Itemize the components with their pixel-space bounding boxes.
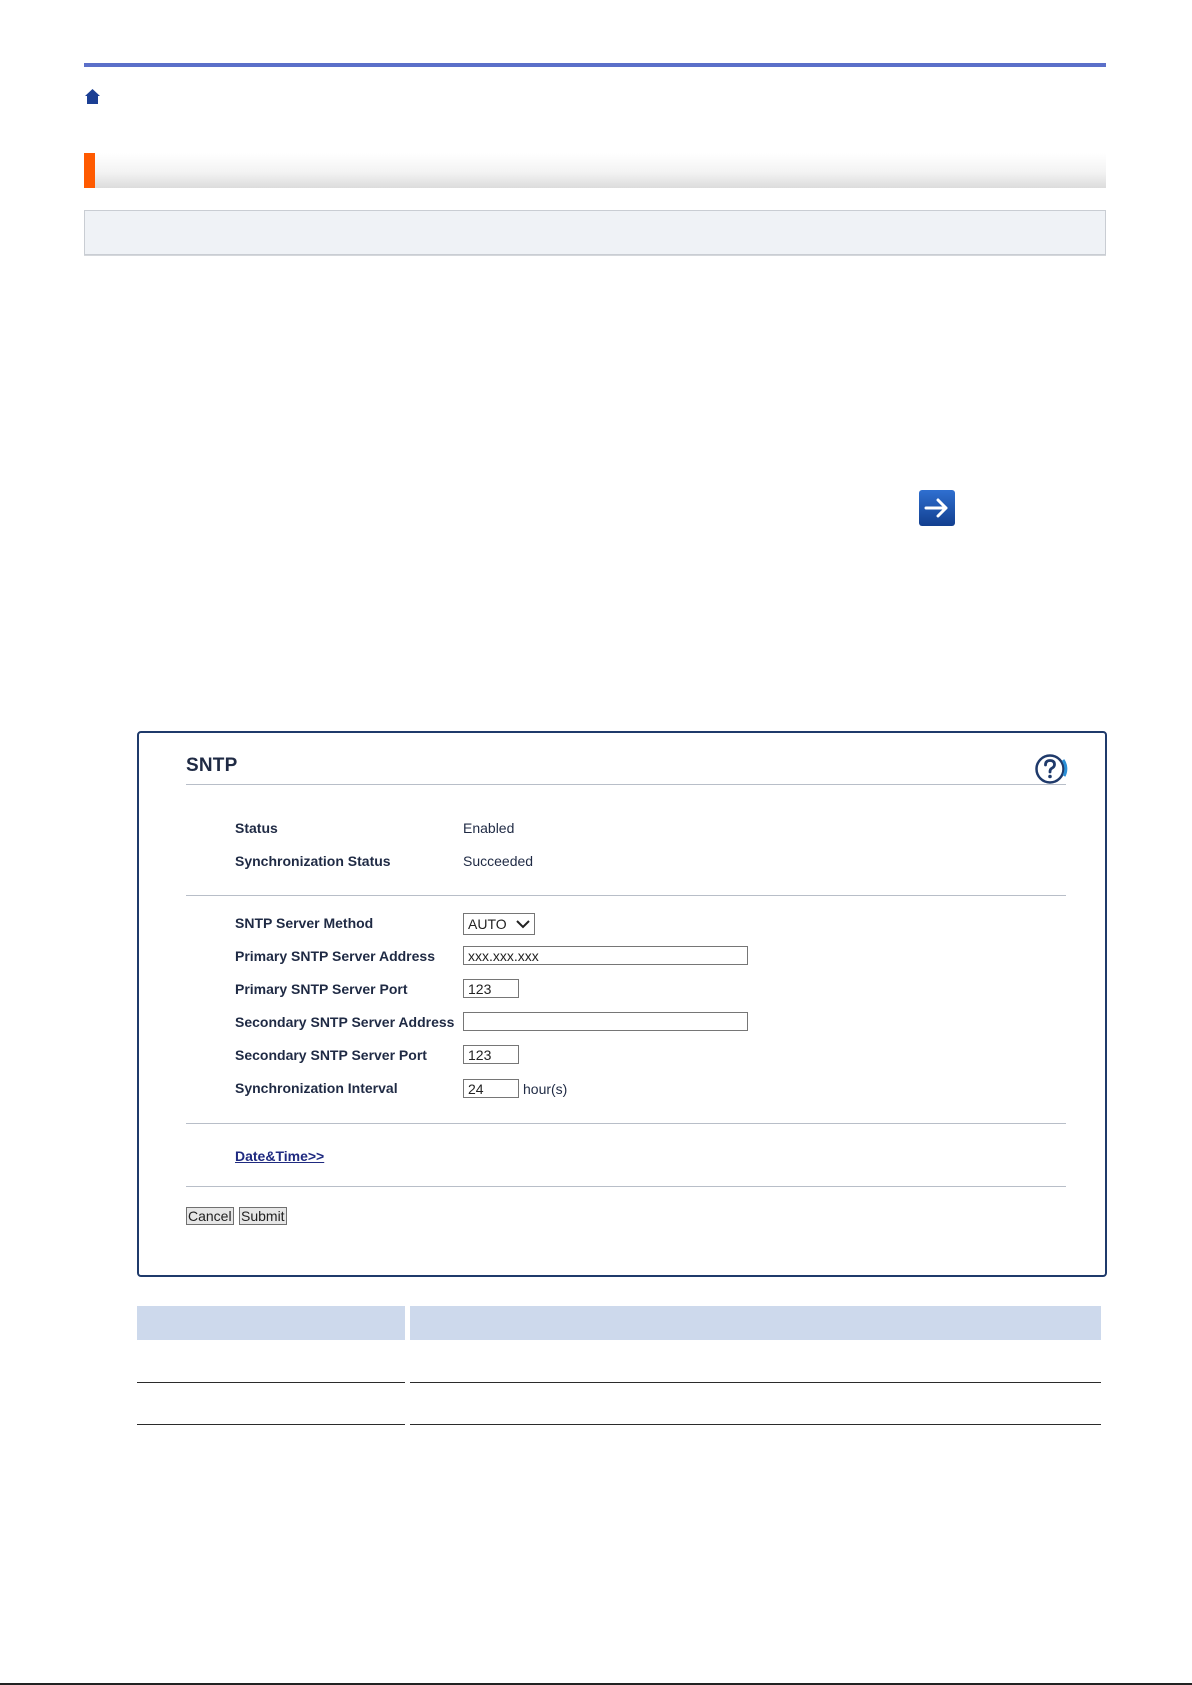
- interval-unit: hour(s): [523, 1081, 568, 1097]
- submit-button[interactable]: Submit: [241, 1208, 285, 1224]
- table-header-cell: [137, 1306, 405, 1340]
- primary-address-label: Primary SNTP Server Address: [235, 948, 435, 964]
- heading-accent: [84, 153, 95, 188]
- link-divider: [186, 1186, 1066, 1187]
- table-row-divider: [137, 1382, 405, 1383]
- title-divider: [186, 784, 1066, 785]
- arrow-right-icon[interactable]: [919, 490, 955, 526]
- method-label: SNTP Server Method: [235, 915, 374, 931]
- primary-port-input[interactable]: 123: [463, 979, 519, 998]
- server-method-select[interactable]: [463, 913, 535, 935]
- server-method-value: AUTO: [468, 916, 507, 932]
- table-header-cell: [410, 1306, 1101, 1340]
- status-value: Enabled: [463, 820, 515, 836]
- panel-title: SNTP: [186, 755, 238, 776]
- primary-address-input[interactable]: xxx.xxx.xxx: [463, 946, 748, 965]
- secondary-address-input[interactable]: [463, 1012, 748, 1031]
- chevron-down-icon: [516, 919, 530, 929]
- sync-status-value: Succeeded: [463, 853, 534, 869]
- primary-port-label: Primary SNTP Server Port: [235, 981, 408, 997]
- help-icon[interactable]: [1034, 752, 1068, 786]
- table-row-divider: [410, 1424, 1101, 1425]
- status-divider: [186, 895, 1066, 896]
- interval-input[interactable]: 24: [463, 1079, 519, 1098]
- status-label: Status: [235, 820, 278, 836]
- secondary-port-label: Secondary SNTP Server Port: [235, 1047, 427, 1063]
- date-time-link[interactable]: Date&Time>>: [235, 1148, 325, 1164]
- sntp-settings-panel: [137, 731, 1107, 1277]
- interval-label: Synchronization Interval: [235, 1080, 398, 1096]
- home-icon[interactable]: [84, 88, 101, 105]
- section-heading-bar: [84, 153, 1106, 188]
- cancel-button[interactable]: Cancel: [188, 1208, 232, 1224]
- secondary-port-input[interactable]: 123: [463, 1045, 519, 1064]
- secondary-address-label: Secondary SNTP Server Address: [235, 1014, 455, 1030]
- fields-divider: [186, 1123, 1066, 1124]
- sync-status-label: Synchronization Status: [235, 853, 391, 869]
- table-row-divider: [137, 1424, 405, 1425]
- top-rule: [84, 63, 1106, 67]
- note-box: [84, 210, 1106, 255]
- table-row-divider: [410, 1382, 1101, 1383]
